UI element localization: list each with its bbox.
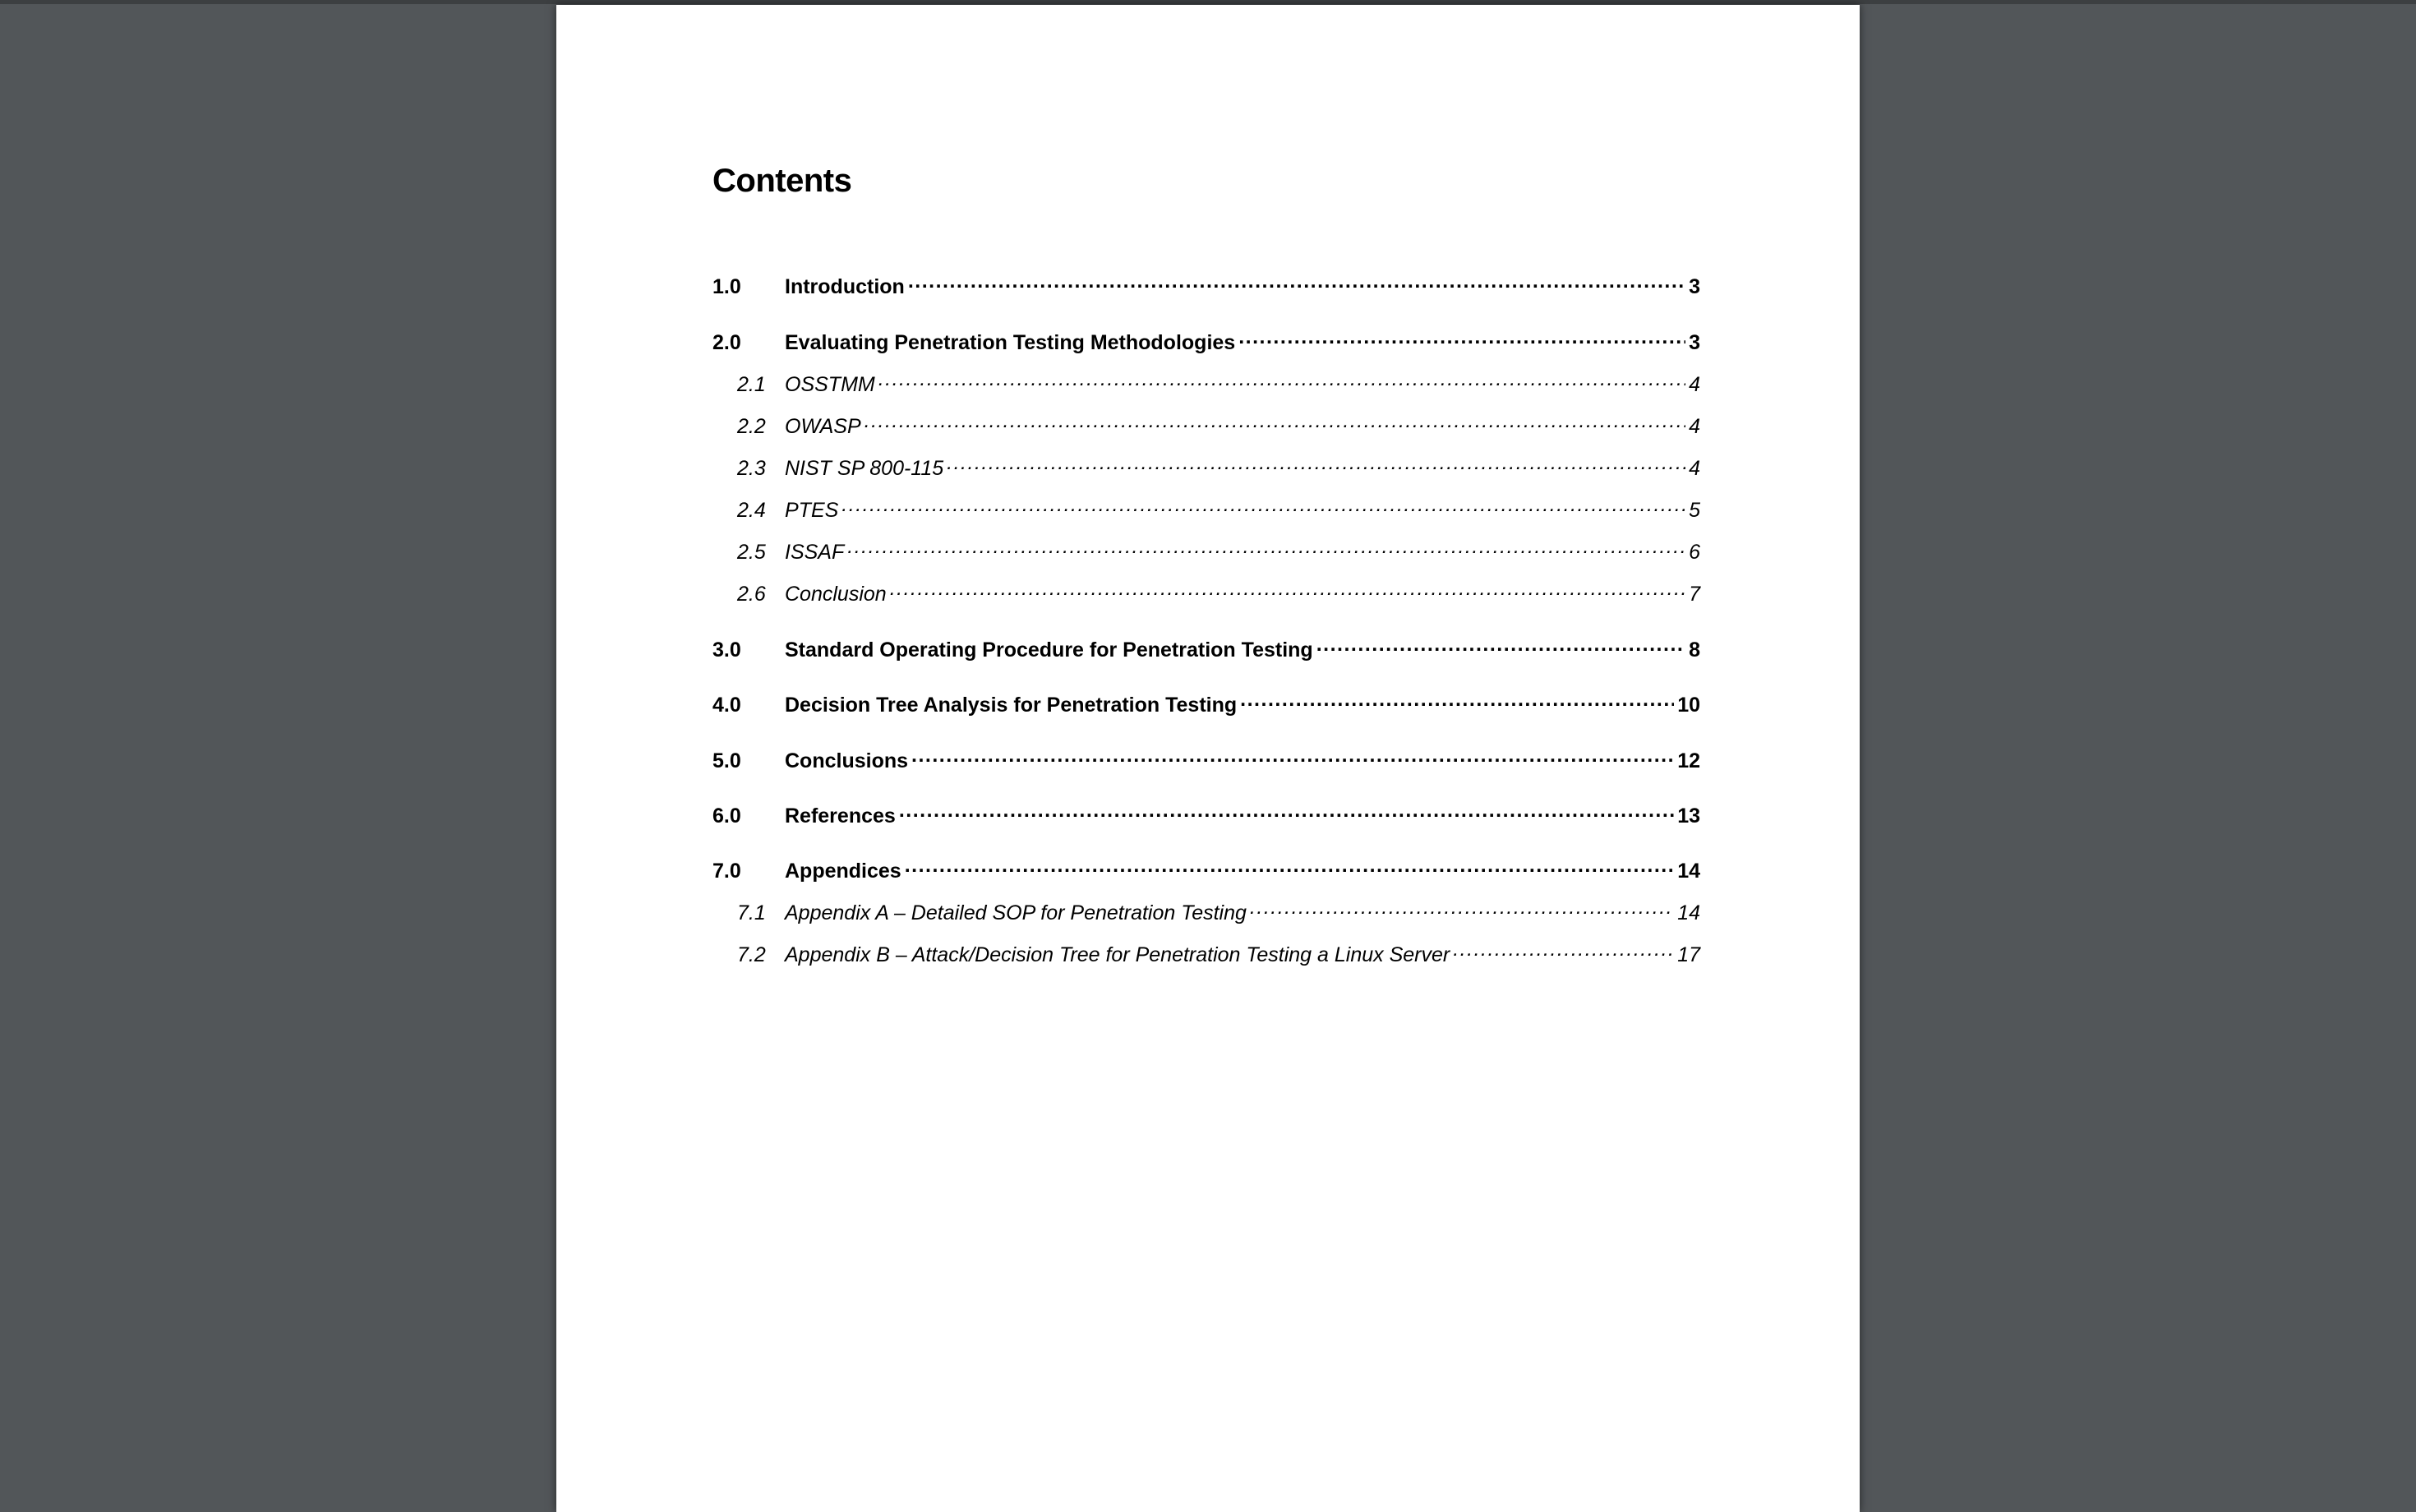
toc-entry-2-3[interactable]: [712, 454, 1700, 487]
toc-entry-2-6[interactable]: [712, 580, 1700, 613]
toc-entry-1-0[interactable]: [712, 273, 1700, 306]
toc-entry-number: 1.0: [712, 275, 741, 298]
toc-entry-page-number: 4: [1689, 373, 1700, 396]
toc-dot-leader: [899, 802, 1674, 823]
toc-entry-number: 6.0: [712, 804, 741, 827]
toc-entry-title: NIST SP 800-115: [785, 457, 944, 480]
toc-entry-page-number: 3: [1689, 331, 1700, 354]
toc-entry-page-number: 4: [1689, 415, 1700, 438]
toc-entry-2-5[interactable]: [712, 538, 1700, 571]
toc-entry-title: OWASP: [785, 415, 861, 438]
toc-entry-title: Standard Operating Procedure for Penetration Testing: [785, 638, 1313, 662]
toc-entry-number: 2.5: [737, 541, 766, 564]
toc-dot-leader: [1240, 691, 1674, 712]
toc-entry-page-number: 5: [1689, 499, 1700, 522]
contents-heading: Contents: [712, 163, 852, 199]
toc-entry-title: Introduction: [785, 275, 905, 298]
toc-entry-7-1[interactable]: [712, 899, 1700, 932]
toc-entry-number: 2.3: [737, 457, 766, 480]
toc-entry-title: OSSTMM: [785, 373, 875, 396]
toc-entry-title: References: [785, 804, 896, 827]
toc-entry-page-number: 14: [1677, 860, 1700, 883]
toc-entry-page-number: 14: [1677, 901, 1700, 924]
toc-entry-title: Appendix A – Detailed SOP for Penetration Testing: [785, 901, 1247, 924]
toc-entry-number: 3.0: [712, 638, 741, 662]
toc-dot-leader: [878, 371, 1685, 391]
toc-entry-page-number: 7: [1689, 583, 1700, 606]
toc-entry-number: 2.4: [737, 499, 766, 522]
document-page: [556, 5, 1860, 1512]
toc-entry-number: 7.1: [737, 901, 766, 924]
toc-dot-leader: [890, 580, 1685, 601]
toc-entry-number: 7.0: [712, 860, 741, 883]
toc-dot-leader: [1250, 899, 1674, 920]
toc-dot-leader: [865, 413, 1685, 433]
toc-entry-title: Appendix B – Attack/Decision Tree for Penetration Testing a Linux Server: [785, 943, 1450, 966]
toc-dot-leader: [911, 747, 1674, 768]
toc-entry-5-0[interactable]: [712, 747, 1700, 780]
toc-entry-4-0[interactable]: [712, 691, 1700, 724]
toc-entry-title: ISSAF: [785, 541, 845, 564]
toc-entry-2-2[interactable]: [712, 413, 1700, 445]
toc-entry-page-number: 12: [1677, 749, 1700, 772]
toc-entry-title: Appendices: [785, 860, 901, 883]
toc-entry-7-2[interactable]: [712, 941, 1700, 974]
toc-entry-title: Conclusions: [785, 749, 909, 772]
toc-dot-leader: [947, 454, 1685, 475]
toc-entry-number: 5.0: [712, 749, 741, 772]
toc-entry-page-number: 8: [1689, 638, 1700, 662]
toc-entry-number: 4.0: [712, 694, 741, 717]
toc-entry-2-4[interactable]: [712, 496, 1700, 529]
toc-entry-title: PTES: [785, 499, 839, 522]
toc-entry-3-0[interactable]: [712, 636, 1700, 669]
toc-entry-page-number: 10: [1677, 694, 1700, 717]
toc-entry-page-number: 4: [1689, 457, 1700, 480]
toc-dot-leader: [1238, 329, 1685, 349]
toc-entry-number: 2.6: [737, 583, 766, 606]
toc-entry-2-0[interactable]: [712, 329, 1700, 362]
toc-dot-leader: [908, 273, 1685, 293]
toc-entry-2-1[interactable]: [712, 371, 1700, 403]
toc-entry-number: 2.2: [737, 415, 766, 438]
toc-entry-page-number: 6: [1689, 541, 1700, 564]
toc-entry-page-number: 17: [1677, 943, 1700, 966]
toc-entry-title: Evaluating Penetration Testing Methodologies: [785, 331, 1236, 354]
toc-dot-leader: [841, 496, 1685, 517]
viewer-top-edge: [0, 0, 2416, 4]
toc-dot-leader: [847, 538, 1685, 559]
toc-entry-number: 2.0: [712, 331, 741, 354]
toc-entry-7-0[interactable]: [712, 857, 1700, 890]
toc-dot-leader: [1316, 636, 1685, 657]
toc-entry-title: Decision Tree Analysis for Penetration Testing: [785, 694, 1238, 717]
toc-entry-number: 7.2: [737, 943, 766, 966]
toc-entry-number: 2.1: [737, 373, 766, 396]
toc-entry-title: Conclusion: [785, 583, 887, 606]
toc-entry-page-number: 13: [1677, 804, 1700, 827]
toc-dot-leader: [905, 857, 1674, 878]
toc-entry-page-number: 3: [1689, 275, 1700, 298]
toc-dot-leader: [1453, 941, 1674, 961]
toc-entry-6-0[interactable]: [712, 802, 1700, 835]
